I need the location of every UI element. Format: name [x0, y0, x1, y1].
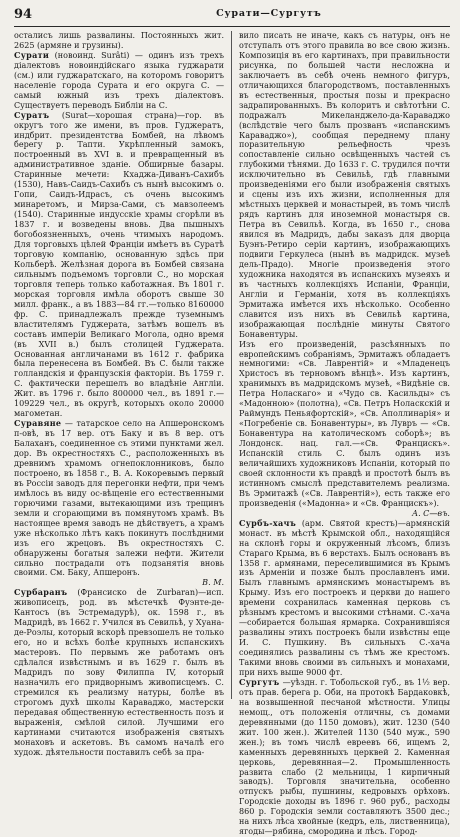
right-column	[232, 31, 451, 837]
page-header	[14, 6, 450, 27]
entry-text: В. М.	[202, 578, 224, 588]
entry-text: (арм. Святой крестъ)—армянскій монаст. въ мѣстѣ Крымской обл., находящійся на склонѣ горы и окруженный лѣсомъ, близъ Стараго Крыма, въ 6 верстахъ. Былъ основанъ въ 1358 г. армянами, переселившимися въ Крымъ изъ Арменіи и позже былъ прославленъ ими. Былъ главнымъ армянскимъ монастыремъ въ Крыму. Изъ его построекъ и церкви до нашего времени сохранилась каменная церковь съ рѣзнымъ крестомъ и высокими стѣнами. С.-хача—собирается большая ярмарка. Сохранившіяся развалины этихъ построекъ были извѣстны еще И. С. Пушкину. Въ сильныхъ С.-хача соединялись развалины съ тѣмъ же крестомъ. Такими вновь своими въ сильныхъ и монахами, при нихъ выше 9000 фт.	[239, 518, 450, 677]
entry-text: (Франсиско de Zurbaran)—исп. живописецъ, род. въ мѣстечкѣ Фуэнте-де-Кантосъ (въ Эстремадурѣ), ок. 1598 г., въ Мадридѣ, въ 1662 г. Учился въ Севильѣ, у Хуана-де-Роэлы, который вскорѣ превзошелъ не только его, но и всѣхъ болѣе крупныхъ испанскихъ мастеровъ. По первымъ же работамъ онъ сдѣлался извѣстнымъ и въ 1629 г. былъ въ Мадридъ по зову Филиппа IV, который назначилъ его придворнымъ живописцемъ. С. стремился къ реализму натуры, болѣе въ строгомъ духѣ школы Караваджо, мастерски передавая общественную естественность позъ и выраженія, смѣлой силой. Лучшими его картинами считаются изображенія святыхъ монаховъ и аскетовъ. Въ самомъ началѣ его худож. дѣятельности поставилъ себѣ за пра-	[14, 588, 224, 757]
encyclopedia-entry	[239, 31, 450, 340]
page-number: 94	[14, 7, 33, 22]
running-head: Сурати—Сургутъ	[216, 8, 322, 19]
entry-text: А. С—въ.	[411, 508, 450, 518]
entry-headword: Сурбъ-хачъ	[239, 517, 297, 528]
entry-text: осталисъ лишь развалины. Постоянныхъ жит. 2625 (армяне и грузины).	[14, 31, 224, 50]
encyclopedia-entry	[239, 678, 450, 837]
entry-text: (Surat—хорошая страна)—гор. въ округъ того же имени, въ пров. Гуджератъ, индбрит. президентства Бомбей, на лѣвомъ берегу р. Тапти. Укрѣпленный замокъ, построенный въ XVI в. и превращенный въ административное зданіе. Обширные базары. Старинные мечети: Кхаджа-Диванъ-Сахибъ (1530), Навъ-Саидъ-Сахибъ съ нынѣ высокимъ о. Гопи, Саидъ-Идрасъ, съ очень высокимъ минаретомъ, и Мирза-Сами, съ мавзолеемъ (1540). Старинные индусскіе храмы сгорѣли въ 1837 г. и возведены вновь. Два пышныхъ богобоязненныхъ, очень чтимыхъ народомъ. Для торговыхъ цѣлей Франціи имѣетъ въ Суратѣ торговую компанію, основанную здѣсь при Кольберѣ. Желѣзная дорога въ Бомбей связана сильнымъ подъемомъ торговли С., но морская торговля теперь только каботажная. Въ 1801 г. морская торговля имѣла оборотъ свыше 30 милл. франк., а въ 1883—84 гг.—только 8160000 фр. С. принадлежалъ прежде туземнымъ властителямъ Гуджерата, затѣмъ вошелъ въ составъ имперіи Великаго Могола, одно время (въ XVII в.) былъ столицей Гуджерата. Основанная англичанами въ 1612 г. фабрика была перенесена въ Бомбей. Въ С. были также голландскія и французскія факторіи. Въ 1759 г. С. фактически перешелъ во владѣніе Англіи. Жит. въ 1796 г. было 800000 чел., въ 1891 г.—109229 чел., въ округѣ, которыхъ около 20000 магометан.	[14, 110, 224, 419]
entry-headword: Суратъ	[14, 109, 50, 120]
entry-text: Изъ его произведеній, разсѣянныхъ по европейскимъ собраніямъ, Эрмитажъ обладаетъ немногими: «Св. Лаврентій» и «Младенецъ Христосъ въ терновомъ вѣнцѣ». Изъ картинъ, хранимыхъ въ мадридскомъ музеѣ, «Видѣніе св. Петра Ноласкаго» и «Чудо св. Касильды» съ «Мадонною» (полотна), «Св. Петръ Ноласкскій и Раймундъ Пеньяфортскій», «Св. Аполлинарія» и «Погребеніе св. Бонавентуры», въ Лувръ — «Св. Бонавентура на католическомъ соборѣ»; въ Лондонск. нац. гал.—«Св. Францискъ». Испанскій стиль С. былъ одинъ изъ величайшихъ художниковъ Испаніи, который по своей склонности къ правдѣ и простотѣ былъ въ истинномъ смыслѣ представителемъ реализма. Въ Эрмитажѣ («Св. Лаврентій»), есть также его произведенія («Мадонна» и «Св. Францискъ»).	[239, 339, 450, 508]
encyclopedia-entry	[14, 51, 224, 111]
entry-headword: Сурати	[14, 49, 50, 60]
entry-text: (новоинд. Surâti) — одинъ изъ трехъ діалектовъ новоиндійскаго языка гуджарати (см.) или гуджаратскаго, на которомъ говоритъ населеніе города Сурата и его округа С. — самый южный изъ трехъ діалектовъ. Существуетъ переводъ Библіи на С.	[14, 50, 225, 110]
entry-headword: Сургутъ	[239, 676, 280, 687]
encyclopedia-entry	[14, 588, 224, 757]
entry-text: —уѣздн. г. Тобольской губ., въ 1½ вер. отъ прав. берега р. Оби, на протокѣ Бардаковкѣ, на возвышенной песчаной мѣстности. Улицы немощ., отъ положенія отличны, съ домами деревянными (до 1150 домовъ), жит. 1230 (540 жит. 100 жен.). Жителей 1130 (540 муж., 590 жен.); въ томъ числѣ евреевъ 66, ищемъ 2, каменныхъ деревянныхъ церквей 2. Каменная церковь, деревянная—2. Промышленность развита слабо (2 мельницы, 1 кирпичный заводъ). Торговля значительна, особенно отпускъ рыбы, пушнины, кедровыхъ орѣховъ. Городскіе доходы въ 1896 г. 960 руб., расходы 860 р. Городскія земли составляютъ 3500 дес.; на нихъ лѣса хвойные (кедръ, ель, лиственница), ягоды—рябина, смородина и лѣсъ. Город-	[239, 677, 451, 837]
encyclopedia-entry	[14, 419, 224, 578]
encyclopedia-entry	[14, 111, 224, 420]
entry-headword: Суравяне	[14, 418, 62, 429]
text-columns	[14, 31, 451, 837]
encyclopedia-entry	[14, 31, 224, 51]
entry-headword: Сурбаранъ	[14, 587, 68, 598]
entry-text: — татарское село на Апшеронскомъ п-овѣ, въ 17 вер. отъ Баку и въ 8 вер. отъ Балаханъ, соединенное съ этими пунктами жел. дор. Въ окрестностяхъ С., расположенныхъ въ древнимъ храмомъ огнепоклонниковъ, было построено, въ 1858 г., В. А. Кокоревымъ первый въ Россіи заводъ для перегонки нефти, при чемъ имѣлось въ виду ос-вѣщеніе его естественными горючими газами, вытекающими изъ трещинъ земли и сгорающими въ помянутомъ храмѣ. Въ настоящее время заводъ не дѣйствуетъ, а храмъ уже нѣсколько лѣтъ какъ покинутъ послѣдними изъ его жрецовъ. Въ окрестностяхъ С. обнаружены богатыя залежи нефти. Жители сильно пострадали отъ подзанятія вновь своими. См. Баку, Апшеронъ.	[14, 419, 225, 578]
entry-text: вило писать не иначе, какъ съ натуры, онъ не отступалъ отъ этого правила во все свою жизнь. Композиція въ его картинахъ, при правильности рисунка, по большей части несложна и заключаетъ въ себѣ очень немного фигуръ, отличающихся благородствомъ, поставленныхъ въ естественныя, простыя позы и прекрасно задрапированныхъ. Въ колоритъ и свѣтотѣни С. подражалъ Микеланджело-да-Караваджо (вслѣдствіе чего былъ прозванъ «испанскимъ Караваджо»), сообщая переднему плану поразительную рельефность чрезъ сопоставленіе сильно освѣщенныхъ частей съ глубокими тѣнями. До 1633 г. С. трудился почти исключительно въ Севильѣ, гдѣ главными произведеніями его были изображенія святыхъ и сцены изъ ихъ жизни, исполненныя для мѣстныхъ церквей и монастырей, въ томъ числѣ рядъ картинъ для иноземной монастыря св. Петра въ Севильѣ. Когда, въ 1650 г., снова явился въ Мадридъ, дабы заказъ для дворца Буэнъ-Ретиро серіи картинъ, изображающихъ подвиги Геркулеса (нынѣ въ мадридск. музеѣ дель-Прадо). Многіе произведенія этого художника находятся въ испанскихъ музеяхъ и въ частныхъ коллекціяхъ Испаніи, Франціи, Англіи и Германіи, хотя въ коллекціяхъ Эрмитажа имѣется ихъ нѣсколько. Особенно славится изъ нихъ въ Севильѣ картина, изображающая послѣдніе минуты Святого Бонавентуры.	[239, 31, 450, 339]
encyclopedia-entry	[239, 340, 450, 509]
encyclopedia-entry	[239, 519, 450, 678]
left-column	[14, 31, 232, 757]
